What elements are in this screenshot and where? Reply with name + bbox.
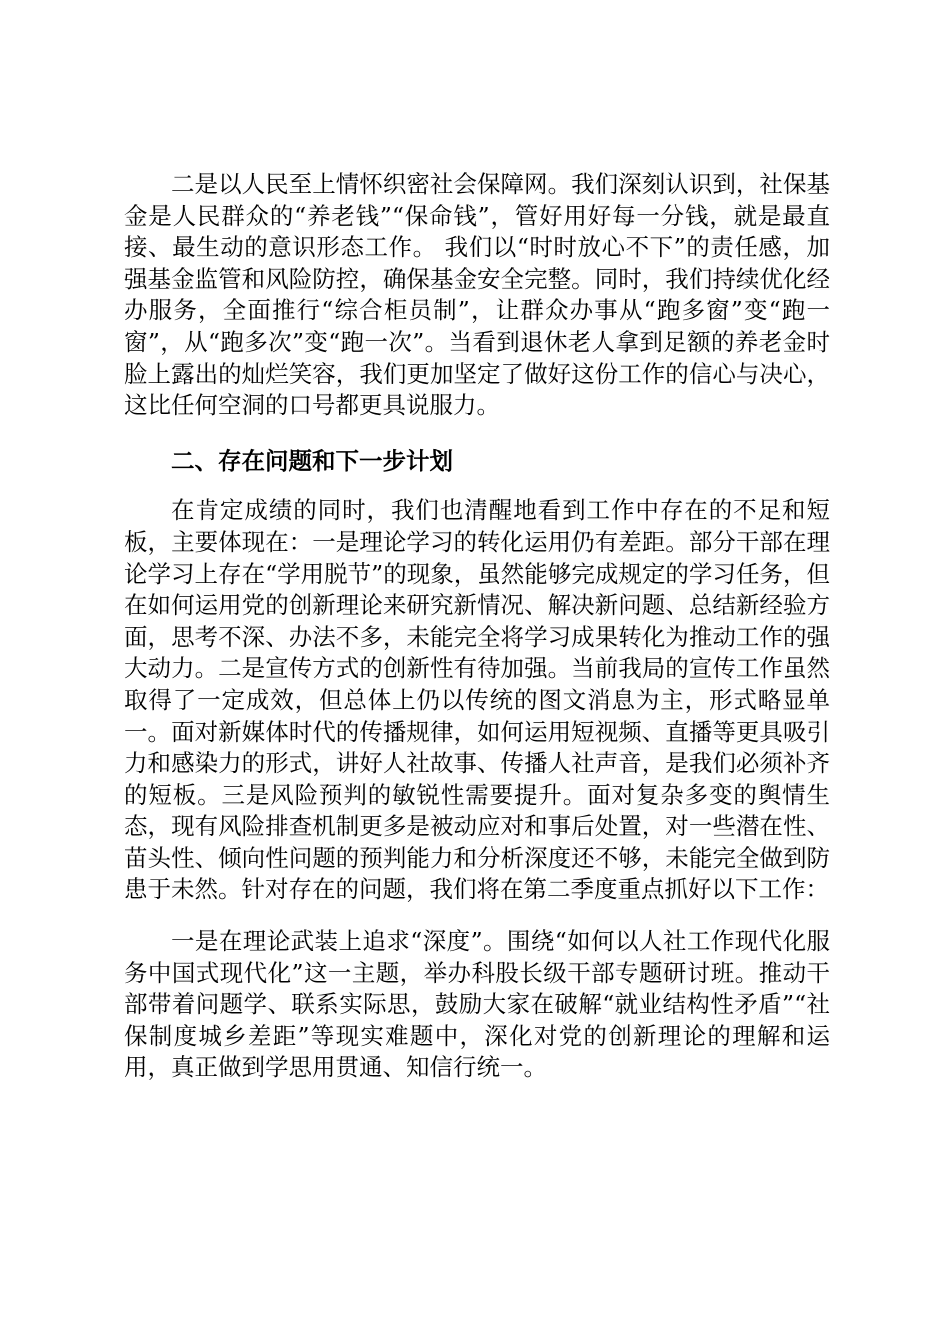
document-body (124, 169, 830, 1084)
paragraph-plan-theory: 一是在理论武装上追求“深度”。围绕“如何以人社工作现代化服务中国式现代化”这一主题，举办科股长级干部专题研讨班。推动干部带着问题学、联系实际思，鼓励大家在破解“就业结构性矛盾”“社保制度城乡差距”等现实难题中，深化对党的创新理论的理解和运用，真正做到学思用贯通、知信行统一。 (124, 927, 830, 1082)
section-heading: 二、存在问题和下一步计划 (171, 446, 453, 475)
paragraph-problems: 在肯定成绩的同时，我们也清醒地看到工作中存在的不足和短板，主要体现在：一是理论学习的转化运用仍有差距。部分干部在理论学习上存在“学用脱节”的现象，虽然能够完成规定的学习任务，但在如何运用党的创新理论来研究新情况、解决新问题、总结新经验方面，思考不深、办法不多，未能完全将学习成果转化为推动工作的强大动力。二是宣传方式的创新性有待加强。当前我局的宣传工作虽然取得了一定成效，但总体上仍以传统的图文消息为主，形式略显单一。面对新媒体时代的传播规律，如何运用短视频、直播等更具吸引力和感染力的形式，讲好人社故事、传播人社声音，是我们必须补齐的短板。三是风险预判的敏锐性需要提升。面对复杂多变的舆情生态，现有风险排查机制更多是被动应对和事后处置，对一些潜在性、苗头性、倾向性问题的预判能力和分析深度还不够，未能完全做到防患于未然。针对存在的问题，我们将在第二季度重点抓好以下工作： (124, 496, 830, 904)
paragraph-social-security: 二是以人民至上情怀织密社会保障网。我们深刻认识到，社保基金是人民群众的“养老钱”“保命钱”，管好用好每一分钱，就是最直接、最生动的意识形态工作。 我们以“时时放心不下”的责任感，加强基金监管和风险防控，确保基金安全完整。同时，我们持续优化经办服务，全面推行“综合柜员制”，让群众办事从“跑多窗”变“跑一窗”，从“跑多次”变“跑一次”。当看到退休老人拿到足额的养老金时脸上露出的灿烂笑容，我们更加坚定了做好这份工作的信心与决心，这比任何空洞的口号都更具说服力。 (124, 170, 830, 420)
